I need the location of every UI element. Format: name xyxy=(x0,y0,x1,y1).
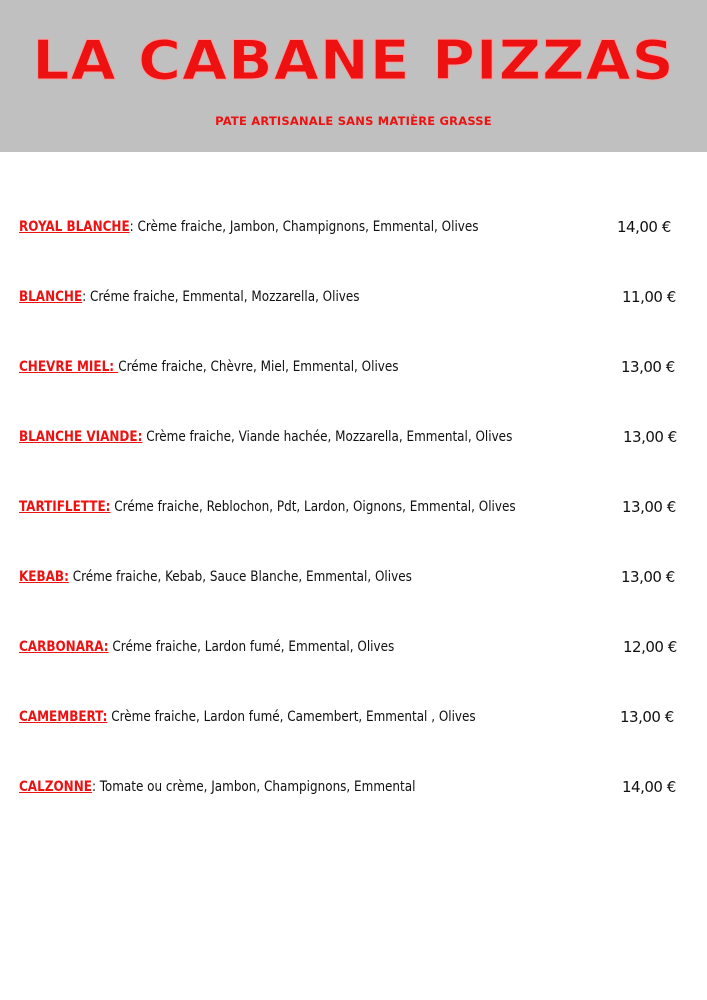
pizza-name: ROYAL BLANCHE xyxy=(19,219,130,235)
pizza-price: 13,00 € xyxy=(621,568,675,586)
menu-item-calzonne xyxy=(19,777,689,801)
restaurant-title xyxy=(0,28,707,94)
pizza-price: 11,00 € xyxy=(622,288,676,306)
pizza-ingredients: Créme fraiche, Lardon fumé, Emmental, Olives xyxy=(112,639,395,655)
pizza-ingredients: Crème fraiche, Jambon, Champignons, Emmental, Olives xyxy=(137,219,479,235)
separator: : xyxy=(82,289,91,305)
pizza-ingredients: Créme fraiche, Emmental, Mozzarella, Olives xyxy=(90,289,360,305)
pizza-name: CARBONARA: xyxy=(19,639,109,655)
pizza-name: CAMEMBERT: xyxy=(19,709,108,725)
menu-item-tartiflette xyxy=(19,497,689,521)
pizza-name: BLANCHE VIANDE: xyxy=(19,429,143,445)
pizza-ingredients: Créme fraiche, Chèvre, Miel, Emmental, Olives xyxy=(118,359,399,375)
pizza-name: KEBAB: xyxy=(19,569,69,585)
menu-item-royal-blanche xyxy=(19,217,689,241)
pizza-price: 13,00 € xyxy=(620,708,674,726)
pizza-ingredients: Crème fraiche, Viande hachée, Mozzarella, Emmental, Olives xyxy=(146,429,513,445)
menu-item-blanche xyxy=(19,287,689,311)
pizza-ingredients: Créme fraiche, Kebab, Sauce Blanche, Emmental, Olives xyxy=(72,569,412,585)
pizza-ingredients: Crème fraiche, Lardon fumé, Camembert, Emmental , Olives xyxy=(111,709,476,725)
separator: : xyxy=(129,219,138,235)
title-text: LA CABANE PIZZAS xyxy=(32,29,675,92)
menu-item-kebab xyxy=(19,567,689,591)
pizza-ingredients: Créme fraiche, Reblochon, Pdt, Lardon, Oignons, Emmental, Olives xyxy=(114,499,516,515)
menu-item-blanche-viande xyxy=(19,427,689,451)
menu-item-camembert xyxy=(19,707,689,731)
pizza-name: CALZONNE xyxy=(19,779,92,795)
pizza-price: 13,00 € xyxy=(622,498,676,516)
pizza-name: CHEVRE MIEL: xyxy=(19,359,119,375)
menu-item-carbonara xyxy=(19,637,689,661)
pizza-price: 13,00 € xyxy=(623,428,677,446)
pizza-price: 12,00 € xyxy=(623,638,677,656)
pizza-price: 14,00 € xyxy=(622,778,676,796)
separator: : xyxy=(91,779,100,795)
pizza-name: TARTIFLETTE: xyxy=(19,499,111,515)
pizza-ingredients: Tomate ou crème, Jambon, Champignons, Emmental xyxy=(99,779,416,795)
menu-header xyxy=(0,0,707,152)
pizza-price: 13,00 € xyxy=(621,358,675,376)
menu-item-chevre-miel xyxy=(19,357,689,381)
pizza-price: 14,00 € xyxy=(617,218,671,236)
restaurant-subtitle: PATE ARTISANALE SANS MATIÈRE GRASSE xyxy=(215,114,492,128)
pizza-name: BLANCHE xyxy=(19,289,83,305)
